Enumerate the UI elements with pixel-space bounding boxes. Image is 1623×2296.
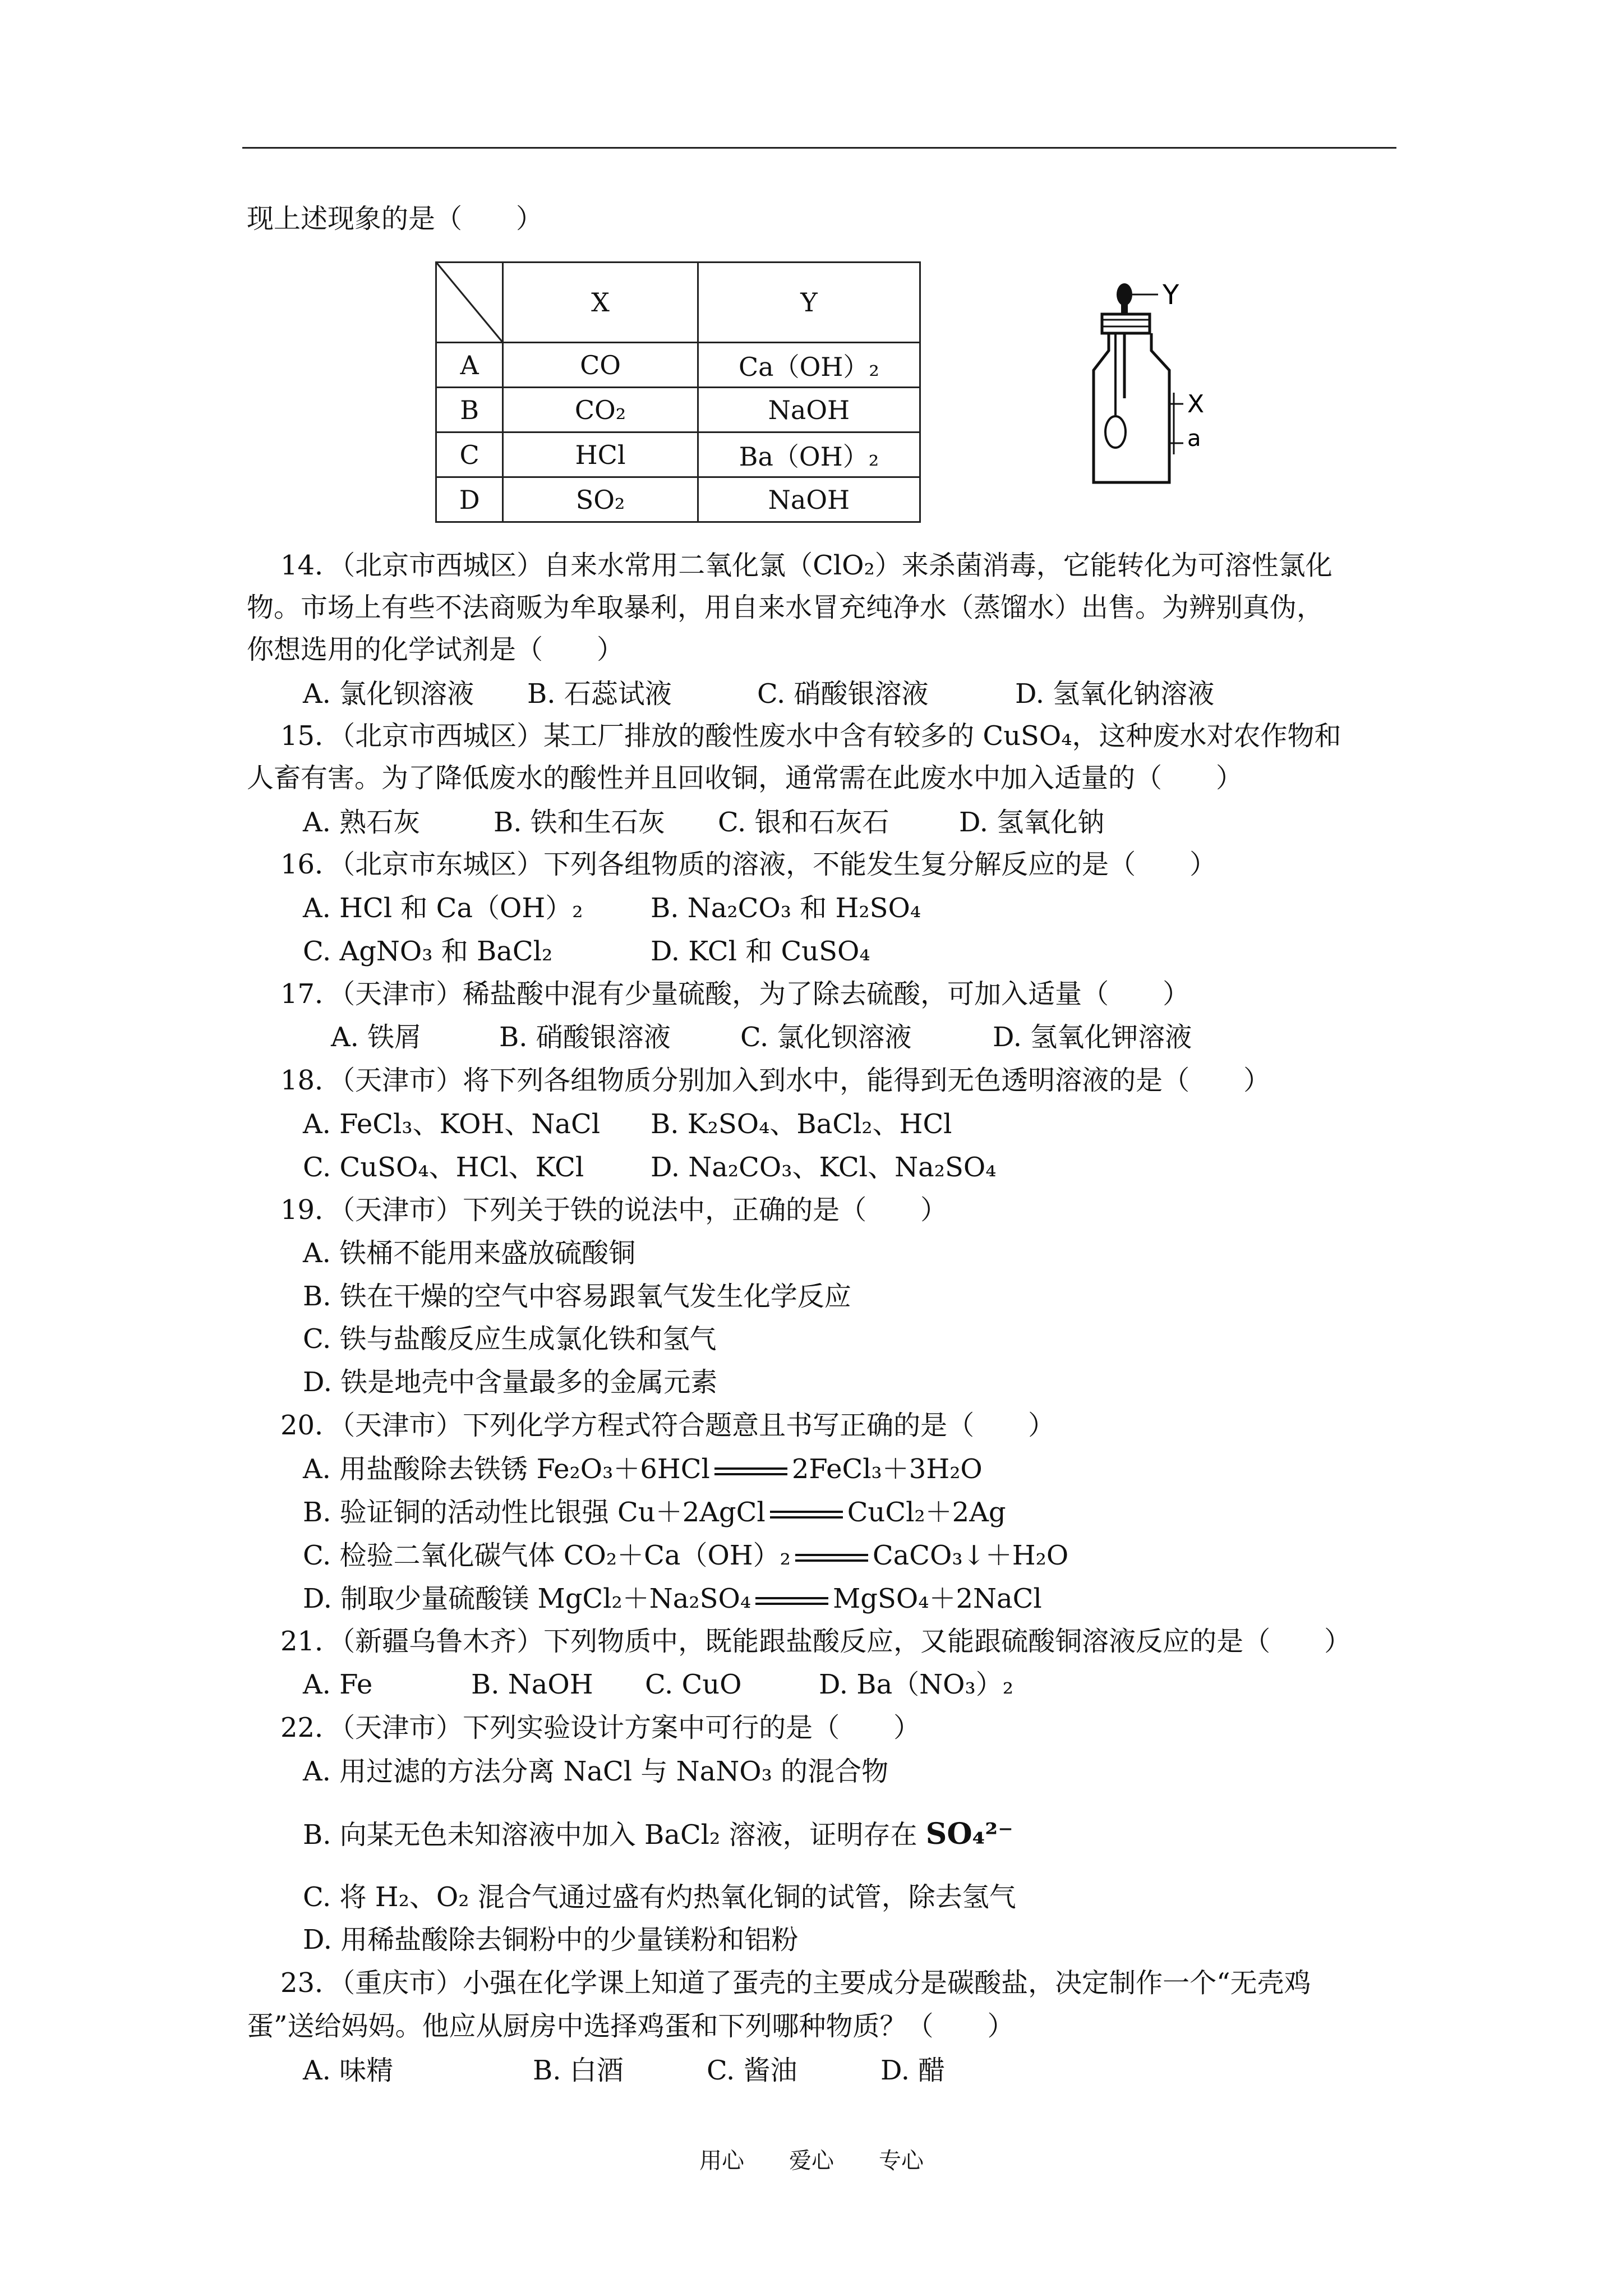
q17-option-b: B. 硝酸银溶液 — [499, 1022, 671, 1053]
footer-word: 用心 — [699, 2148, 744, 2174]
footer-word: 爱心 — [789, 2148, 834, 2174]
q16-option-b: B. Na₂CO₃ 和 H₂SO₄ — [651, 892, 921, 924]
q17-line1: 17．（天津市）稀盐酸中混有少量硫酸，为了除去硫酸，可加入适量（ ） — [280, 978, 1190, 1010]
q15-line2: 人畜有害。为了降低废水的酸性并且回收铜，通常需在此废水中加入适量的（ ） — [247, 762, 1243, 794]
q21-line1: 21．（新疆乌鲁木齐）下列物质中，既能跟盐酸反应，又能跟硫酸铜溶液反应的是（ ） — [280, 1626, 1352, 1657]
header-x: X — [503, 263, 698, 343]
table-row — [436, 343, 920, 388]
row-y: Ca（OH）₂ — [698, 343, 920, 388]
q18-option-c: C. CuSO₄、HCl、KCl — [303, 1152, 584, 1183]
q20-a-products: 2FeCl₃＋3H₂O — [791, 1453, 983, 1485]
row-x: CO₂ — [503, 388, 698, 432]
equals-sign — [714, 1467, 787, 1475]
q21-option-c: C. CuO — [645, 1669, 742, 1700]
q15-option-d: D. 氢氧化钠 — [959, 807, 1105, 838]
q16-option-a: A. HCl 和 Ca（OH）₂ — [303, 892, 583, 924]
q18-options-ab — [303, 1107, 952, 1141]
q16-options-ab — [303, 891, 921, 925]
row-x: SO₂ — [503, 477, 698, 522]
footer-word: 专心 — [879, 2148, 924, 2174]
q18-option-a: A. FeCl₃、KOH、NaCl — [303, 1108, 601, 1140]
table-row — [436, 388, 920, 432]
q17-option-a: A. 铁屑 — [331, 1022, 422, 1053]
q14-options — [303, 677, 1214, 711]
q16-line1: 16．（北京市东城区）下列各组物质的溶液，不能发生复分解反应的是（ ） — [280, 849, 1217, 880]
q23-options — [303, 2054, 945, 2087]
q21-options — [303, 1668, 1013, 1701]
table-row — [436, 477, 920, 522]
q23-line2: 蛋”送给妈妈。他应从厨房中选择鸡蛋和下列哪种物质？（ ） — [247, 2010, 1015, 2042]
flask-apparatus-diagram — [1080, 275, 1220, 494]
reagent-table — [435, 261, 921, 523]
table-row — [436, 432, 920, 477]
equals-sign — [770, 1511, 843, 1519]
row-label: B — [436, 388, 503, 432]
row-y: Ba（OH）₂ — [698, 432, 920, 477]
q14-option-a: A. 氯化钡溶液 — [303, 678, 474, 710]
q19-option-b: B. 铁在干燥的空气中容易跟氧气发生化学反应 — [303, 1281, 851, 1312]
row-label: D — [436, 477, 503, 522]
q15-line1: 15．（北京市西城区）某工厂排放的酸性废水中含有较多的 CuSO₄，这种废水对农作物和 — [280, 720, 1341, 752]
q19-line1: 19．（天津市）下列关于铁的说法中，正确的是（ ） — [280, 1194, 948, 1226]
header-y: Y — [698, 263, 920, 343]
row-y: NaOH — [698, 388, 920, 432]
q18-option-d: D. Na₂CO₃、KCl、Na₂SO₄ — [651, 1152, 997, 1183]
q20-option-b — [303, 1496, 1006, 1529]
q23-option-d: D. 醋 — [880, 2055, 946, 2086]
continuation-line: 现上述现象的是（ ） — [247, 203, 543, 234]
q20-option-c — [303, 1539, 1068, 1572]
q23-option-a: A. 味精 — [303, 2055, 394, 2086]
q18-options-cd — [303, 1151, 996, 1184]
q22-option-b — [303, 1818, 1013, 1852]
q14-option-d: D. 氢氧化钠溶液 — [1015, 678, 1215, 710]
q14-line3: 你想选用的化学试剂是（ ） — [247, 634, 624, 665]
q20-b-reactants: B. 验证铜的活动性比银强 Cu＋2AgCl — [303, 1497, 766, 1528]
q16-options-cd — [303, 935, 870, 968]
q15-option-a: A. 熟石灰 — [303, 807, 421, 838]
q18-line1: 18．（天津市）将下列各组物质分别加入到水中，能得到无色透明溶液的是（ ） — [280, 1065, 1271, 1096]
q22-line1: 22．（天津市）下列实验设计方案中可行的是（ ） — [280, 1712, 921, 1743]
table-header-row — [436, 263, 920, 343]
equals-sign — [795, 1554, 868, 1562]
q16-option-d: D. KCl 和 CuSO₄ — [651, 936, 870, 967]
row-label: A — [436, 343, 503, 388]
q17-options — [331, 1020, 1192, 1054]
q20-d-reactants: D. 制取少量硫酸镁 MgCl₂＋Na₂SO₄ — [303, 1583, 751, 1614]
q20-c-products: CaCO₃↓＋H₂O — [872, 1540, 1069, 1571]
q22-option-a: A. 用过滤的方法分离 NaCl 与 NaNO₃ 的混合物 — [303, 1756, 889, 1787]
q20-c-reactants: C. 检验二氧化碳气体 CO₂＋Ca（OH）₂ — [303, 1540, 791, 1571]
q20-d-products: MgSO₄＋2NaCl — [833, 1583, 1042, 1614]
row-y: NaOH — [698, 477, 920, 522]
label-x: X — [1187, 390, 1205, 418]
q22-option-c: C. 将 H₂、O₂ 混合气通过盛有灼热氧化铜的试管，除去氢气 — [303, 1881, 1016, 1913]
q14-option-b: B. 石蕊试液 — [527, 678, 672, 710]
diagonal-header-cell — [436, 263, 503, 343]
label-y: Y — [1163, 279, 1179, 311]
q21-option-d: D. Ba（NO₃）₂ — [819, 1669, 1014, 1700]
q23-option-c: C. 酱油 — [707, 2055, 797, 2086]
header-rule — [242, 147, 1396, 149]
q17-option-d: D. 氢氧化钾溶液 — [993, 1022, 1192, 1053]
q19-option-d: D. 铁是地壳中含量最多的金属元素 — [303, 1366, 718, 1398]
q23-line1: 23．（重庆市）小强在化学课上知道了蛋壳的主要成分是碳酸盐，决定制作一个“无壳鸡 — [280, 1967, 1311, 1999]
q20-a-reactants: A. 用盐酸除去铁锈 Fe₂O₃＋6HCl — [303, 1453, 710, 1485]
row-label: C — [436, 432, 503, 477]
row-x: HCl — [503, 432, 698, 477]
q23-option-b: B. 白酒 — [533, 2055, 624, 2086]
q19-option-a: A. 铁桶不能用来盛放硫酸铜 — [303, 1237, 636, 1269]
q15-option-b: B. 铁和生石灰 — [494, 807, 665, 838]
q17-option-c: C. 氯化钡溶液 — [740, 1022, 912, 1053]
q22-b-text: B. 向某无色未知溶液中加入 BaCl₂ 溶液，证明存在 — [303, 1819, 917, 1851]
q16-option-c: C. AgNO₃ 和 BaCl₂ — [303, 936, 553, 967]
q20-b-products: CuCl₂＋2Ag — [847, 1497, 1006, 1528]
label-a: a — [1187, 426, 1201, 452]
q14-line2: 物。市场上有些不法商贩为牟取暴利，用自来水冒充纯净水（蒸馏水）出售。为辨别真伪， — [247, 592, 1324, 623]
row-x: CO — [503, 343, 698, 388]
sulfate-ion-formula: SO₄²⁻ — [925, 1817, 1013, 1851]
q14-line1: 14．（北京市西城区）自来水常用二氧化氯（ClO₂）来杀菌消毒，它能转化为可溶性氯化 — [280, 550, 1332, 581]
page-footer — [0, 2143, 1623, 2175]
q15-option-c: C. 银和石灰石 — [718, 807, 889, 838]
equals-sign — [755, 1597, 828, 1605]
q19-option-c: C. 铁与盐酸反应生成氯化铁和氢气 — [303, 1323, 717, 1355]
q18-option-b: B. K₂SO₄、BaCl₂、HCl — [651, 1108, 952, 1140]
q21-option-b: B. NaOH — [471, 1669, 593, 1700]
q20-line1: 20．（天津市）下列化学方程式符合题意且书写正确的是（ ） — [280, 1410, 1055, 1441]
q20-option-a — [303, 1452, 983, 1486]
q20-option-d — [303, 1582, 1042, 1616]
q22-option-d: D. 用稀盐酸除去铜粉中的少量镁粉和铝粉 — [303, 1924, 799, 1955]
q21-option-a: A. Fe — [303, 1669, 373, 1700]
q14-option-c: C. 硝酸银溶液 — [757, 678, 929, 710]
q15-options — [303, 806, 1104, 839]
